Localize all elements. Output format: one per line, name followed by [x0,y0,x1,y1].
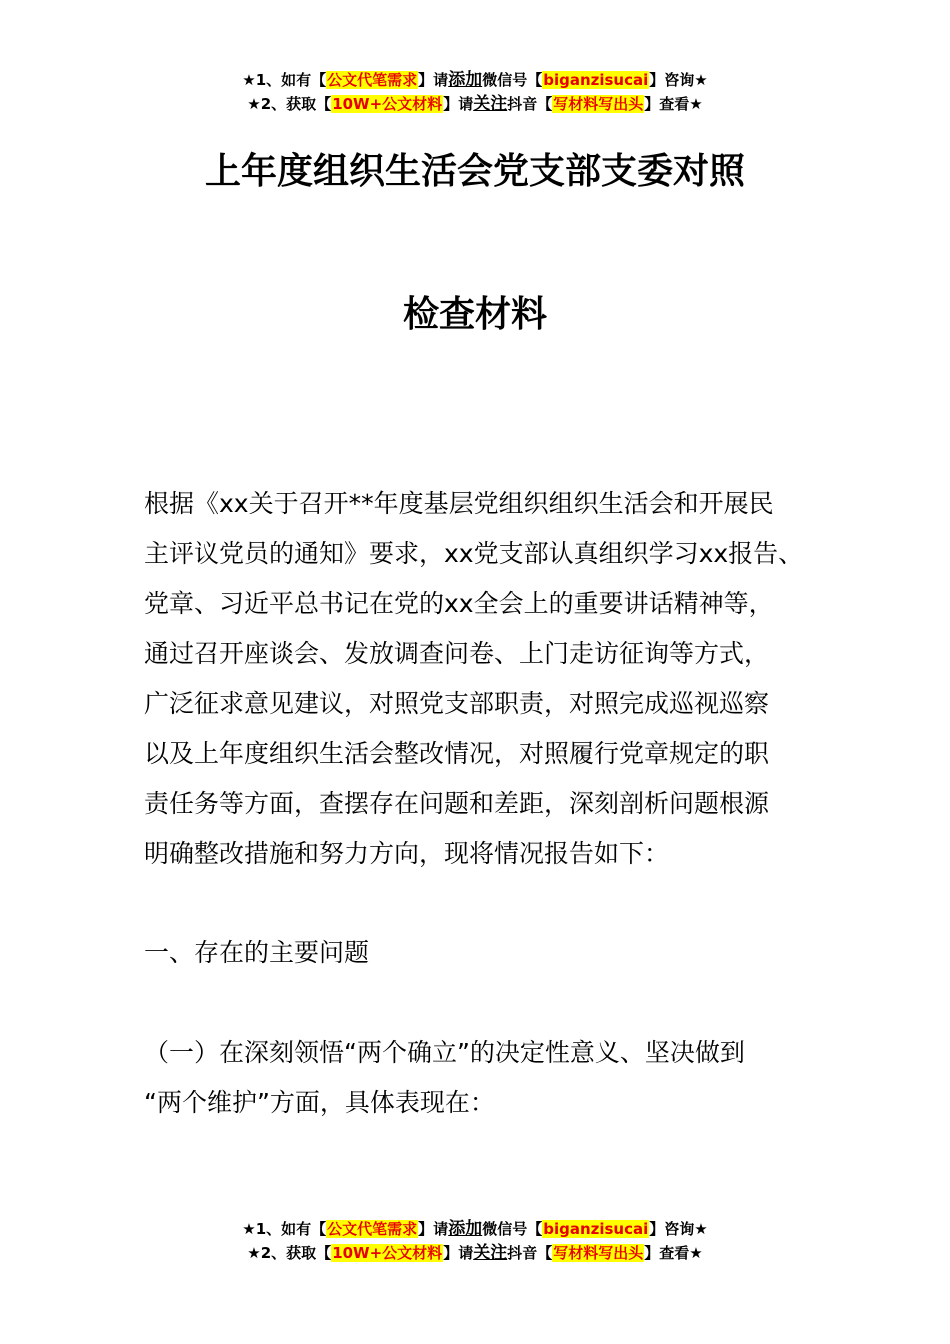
banner-text: ★1、如有【 [242,1220,327,1238]
banner-line-1 [0,1217,950,1241]
banner-text: 】查看★ [644,95,703,113]
highlight-service: 公文代笔需求 [327,1220,418,1238]
document-title-line-1: 上年度组织生活会党支部支委对照 [204,151,745,192]
banner-emphasis: 关注 [473,94,508,114]
paragraph-line: 主评议党员的通知》要求，xx党支部认真组织学习xx报告、 [144,539,804,568]
banner-text: 抖音【 [507,1244,553,1262]
banner-line-1 [0,68,950,92]
paragraph-line: 通过召开座谈会、发放调查问卷、上门走访征询等方式， [144,639,770,668]
paragraph-line: 广泛征求意见建议，对照党支部职责，对照完成巡视巡察 [144,689,770,718]
banner-text: ★2、获取【 [247,95,332,113]
banner-emphasis: 关注 [473,1243,508,1263]
footer-banner [0,1217,950,1265]
highlight-douyin-account: 写材料写出头 [553,95,644,113]
banner-text: 】咨询★ [649,71,708,89]
subsection-line: （一）在深刻领悟“两个确立”的决定性意义、坚决做到 [144,1038,745,1067]
paragraph-line: 责任务等方面，查摆存在问题和差距，深刻剖析问题根源 [144,789,770,818]
banner-text: 】查看★ [644,1244,703,1262]
banner-line-2 [0,1241,950,1265]
paragraph-line: 根据《xx关于召开**年度基层党组织组织生活会和开展民 [144,489,774,518]
banner-text: 】请 [443,1244,474,1262]
highlight-douyin-account: 写材料写出头 [553,1244,644,1262]
paragraph-line: 以及上年度组织生活会整改情况，对照履行党章规定的职 [144,739,770,768]
highlight-wechat-id: biganzisucai [543,71,649,89]
banner-text: 】咨询★ [649,1220,708,1238]
banner-text: 】请 [443,95,474,113]
banner-line-2 [0,92,950,116]
subsection-heading [144,1028,824,1128]
paragraph-line: 党章、习近平总书记在党的xx全会上的重要讲话精神等， [144,589,774,618]
banner-text: ★2、获取【 [247,1244,332,1262]
document-title-line-2: 检查材料 [402,294,547,335]
intro-paragraph [144,479,824,879]
subsection-line: “两个维护”方面，具体表现在： [144,1088,495,1117]
header-banner [0,68,950,116]
banner-text: 抖音【 [507,95,553,113]
banner-text: 微信号【 [482,1220,543,1238]
highlight-materials: 10W+公文材料 [332,95,443,113]
banner-text: 】请 [418,71,449,89]
banner-text: 】请 [418,1220,449,1238]
highlight-materials: 10W+公文材料 [332,1244,443,1262]
highlight-wechat-id: biganzisucai [543,1220,649,1238]
banner-text: ★1、如有【 [242,71,327,89]
banner-emphasis: 添加 [448,70,483,90]
section-heading: 一、存在的主要问题 [144,938,370,967]
banner-text: 微信号【 [482,71,543,89]
highlight-service: 公文代笔需求 [327,71,418,89]
paragraph-line: 明确整改措施和努力方向，现将情况报告如下： [144,839,670,868]
banner-emphasis: 添加 [448,1219,483,1239]
